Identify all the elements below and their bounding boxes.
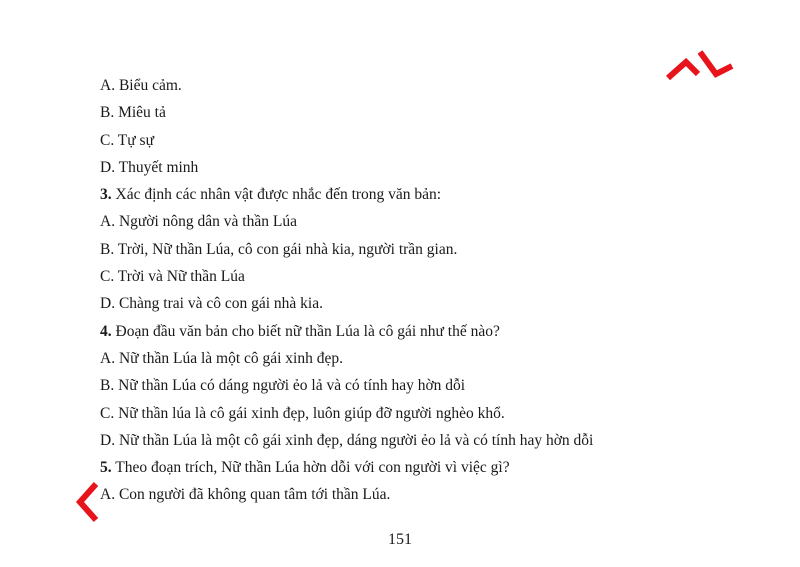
line-text: B. Trời, Nữ thần Lúa, cô con gái nhà kia, người trần gian.	[100, 240, 458, 258]
answer-option	[100, 263, 740, 290]
answer-option	[100, 400, 740, 427]
question-number: 4.	[100, 322, 112, 340]
answer-option	[100, 99, 740, 126]
question-5	[100, 454, 740, 481]
answer-option	[100, 236, 740, 263]
question-text: Xác định các nhân vật được nhắc đến trong văn bản:	[111, 186, 442, 204]
line-text: A. Người nông dân và thần Lúa	[100, 213, 297, 231]
line-text: C. Tự sự	[100, 131, 154, 149]
question-text: Theo đoạn trích, Nữ thần Lúa hờn dỗi với con người vì việc gì?	[111, 459, 510, 477]
answer-option	[100, 372, 740, 399]
question-4	[100, 318, 740, 345]
question-number: 3.	[100, 186, 112, 204]
answer-option	[100, 127, 740, 154]
corner-bracket-stroke	[80, 484, 96, 520]
question-text: Đoạn đầu văn bản cho biết nữ thần Lúa là cô gái như thế nào?	[111, 322, 500, 340]
answer-option	[100, 72, 740, 99]
line-text: A. Con người đã không quan tâm tới thần Lúa.	[100, 486, 391, 504]
question-number: 5.	[100, 459, 112, 477]
line-text: B. Miêu tả	[100, 104, 166, 122]
line-text: A. Nữ thần Lúa là một cô gái xinh đẹp.	[100, 349, 343, 367]
answer-option	[100, 290, 740, 317]
line-text: C. Trời và Nữ thần Lúa	[100, 268, 245, 286]
answer-option	[100, 208, 740, 235]
question-3	[100, 181, 740, 208]
answer-option	[100, 481, 740, 508]
line-text: D. Thuyết minh	[100, 158, 199, 176]
page-number: 151	[388, 531, 412, 548]
bottom-left-corner-bracket-icon	[74, 480, 114, 526]
corner-mark-stroke	[668, 52, 732, 78]
top-right-corner-mark-icon	[664, 48, 736, 80]
line-text: B. Nữ thần Lúa có dáng người ẻo lả và có tính hay hờn dỗi	[100, 377, 466, 395]
line-text: D. Chàng trai và cô con gái nhà kia.	[100, 295, 323, 313]
answer-option	[100, 154, 740, 181]
document-body	[100, 72, 740, 509]
line-text: C. Nữ thần lúa là cô gái xinh đẹp, luôn giúp đỡ người nghèo khổ.	[100, 404, 505, 422]
line-text: A. Biểu cảm.	[100, 77, 182, 94]
answer-option	[100, 345, 740, 372]
line-text: D. Nữ thần Lúa là một cô gái xinh đẹp, dáng người ẻo lả và có tính hay hờn dỗi	[100, 431, 594, 449]
answer-option	[100, 427, 740, 454]
